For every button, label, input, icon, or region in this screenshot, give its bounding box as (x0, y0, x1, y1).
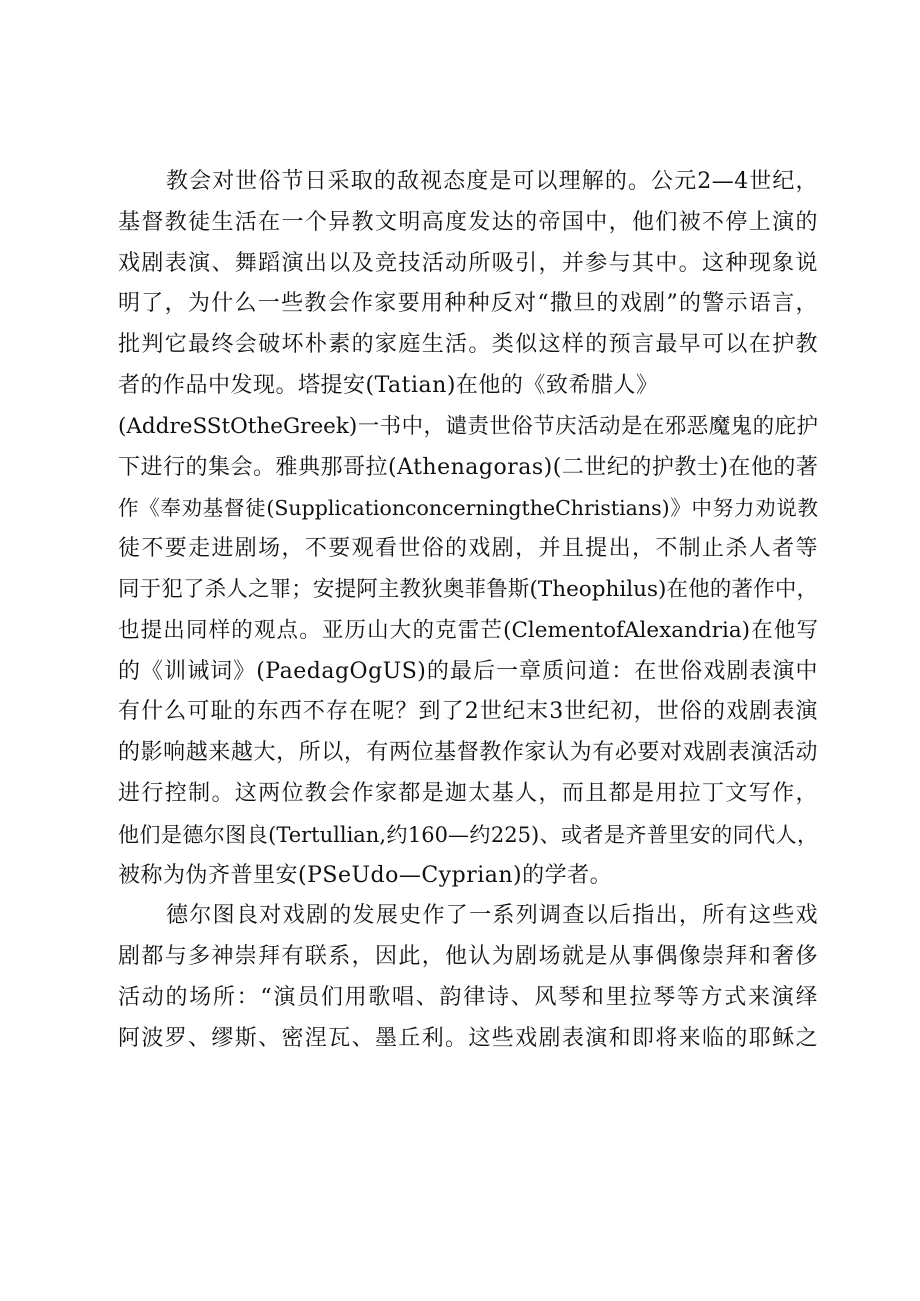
text-line: 他们是德尔图良(Tertullian,约160—约225)、或者是齐普里安的同代人， (118, 822, 818, 847)
text-line: 进行控制。这两位教会作家都是迦太基人，而且都是用拉丁文写作， (118, 780, 818, 806)
text-line: 批判它最终会破坏朴素的家庭生活。类似这样的预言最早可以在护教 (118, 332, 818, 358)
text-line: 作《奉劝基督徒(SupplicationconcerningtheChristians)》中努力劝说教 (118, 496, 818, 521)
paragraph (118, 896, 818, 1059)
text-line: 有什么可耻的东西不存在呢？到了2世纪末3世纪初，世俗的戏剧表演 (118, 699, 818, 725)
text-line: 剧都与多神崇拜有联系，因此，他认为剧场就是从事偶像崇拜和奢侈 (118, 944, 818, 970)
text-line: 者的作品中发现。塔提安(Tatian)在他的《致希腊人》 (118, 372, 659, 398)
text-line: 阿波罗、缪斯、密涅瓦、墨丘利。这些戏剧表演和即将来临的耶稣之 (118, 1025, 818, 1051)
text-line: 教会对世俗节日采取的敌视态度是可以理解的。公元2—4世纪， (166, 169, 818, 194)
text-line: 的《训诫词》(PaedagOgUS)的最后一章质问道：在世俗戏剧表演中 (118, 658, 818, 684)
text-line: 也提出同样的观点。亚历山大的克雷芒(ClementofAlexandria)在他写 (118, 617, 818, 643)
text-line: 活动的场所：“演员们用歌唱、韵律诗、风琴和里拉琴等方式来演绎 (118, 984, 818, 1010)
text-line: 基督教徒生活在一个异教文明高度发达的帝国中，他们被不停上演的 (118, 209, 818, 235)
text-line: (AddreSStOtheGreek)一书中，谴责世俗节庆活动是在邪恶魔鬼的庇护 (118, 413, 818, 439)
text-line: 的影响越来越大，所以，有两位基督教作家认为有必要对戏剧表演活动 (118, 740, 818, 766)
body-text (118, 162, 818, 1060)
text-line: 明了，为什么一些教会作家要用种种反对“撒旦的戏剧”的警示语言， (118, 291, 818, 317)
text-line: 同于犯了杀人之罪；安提阿主教狄奥菲鲁斯(Theophilus)在他的著作中， (118, 576, 818, 602)
text-line: 德尔图良对戏剧的发展史作了一系列调查以后指出，所有这些戏 (166, 903, 818, 929)
text-line: 被称为伪齐普里安(PSeUdo—Cyprian)的学者。 (118, 862, 613, 888)
text-line: 徒不要走进剧场，不要观看世俗的戏剧，并且提出，不制止杀人者等 (118, 536, 818, 562)
text-line: 下进行的集会。雅典那哥拉(Athenagoras)(二世纪的护教士)在他的著 (118, 454, 818, 480)
paragraph (118, 162, 818, 896)
text-line: 戏剧表演、舞蹈演出以及竞技活动所吸引，并参与其中。这种现象说 (118, 250, 818, 276)
